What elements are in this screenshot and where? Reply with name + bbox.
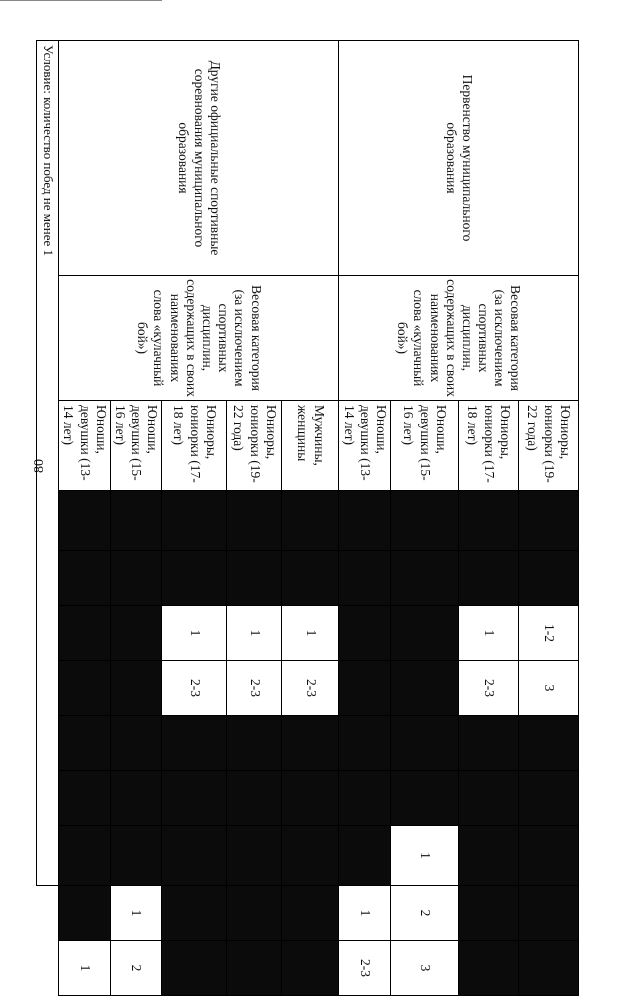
age-group-cell: Юниоры, юниорки (17-18 лет) (162, 401, 227, 491)
shaded-cell (162, 716, 227, 771)
shaded-cell (391, 771, 459, 826)
age-group-cell: Юноши, девушки (13-14 лет) (339, 401, 391, 491)
place-cell: 1 (110, 886, 162, 941)
shaded-cell (110, 826, 162, 886)
shaded-cell (227, 551, 282, 606)
shaded-cell (110, 716, 162, 771)
shaded-cell (519, 551, 579, 606)
age-group-cell: Юноши, девушки (15-16 лет) (391, 401, 459, 491)
shaded-cell (59, 551, 111, 606)
shaded-cell (282, 886, 339, 941)
shaded-cell (282, 716, 339, 771)
place-cell: 2 (110, 941, 162, 996)
shaded-cell (459, 491, 519, 551)
shaded-cell (110, 491, 162, 551)
condition-row (37, 41, 59, 996)
shaded-cell (110, 771, 162, 826)
discipline-cell: Весовая категория (за исключением спортивных дисциплин, содержащих в своих наименованиях слова «кулачный бой») (339, 276, 579, 401)
shaded-cell (339, 771, 391, 826)
shaded-cell (110, 551, 162, 606)
place-cell: 2-3 (282, 661, 339, 716)
shaded-cell (459, 551, 519, 606)
shaded-cell (162, 491, 227, 551)
place-cell: 3 (391, 941, 459, 996)
shaded-cell (227, 826, 282, 886)
place-cell: 1 (59, 941, 111, 996)
age-group-cell: Юниоры, юниорки (19-22 года) (519, 401, 579, 491)
shaded-cell (59, 716, 111, 771)
place-cell: 2-3 (459, 661, 519, 716)
event-name-cell: Первенство муниципального образования (339, 41, 579, 276)
page-number: 80 (32, 459, 47, 473)
discipline-cell: Весовая категория (за исключением спортивных дисциплин, содержащих в своих наименованиях слова «кулачный бой») (59, 276, 339, 401)
shaded-cell (162, 886, 227, 941)
place-cell: 2 (391, 886, 459, 941)
shaded-cell (227, 491, 282, 551)
shaded-cell (110, 606, 162, 661)
place-cell: 1 (339, 886, 391, 941)
age-group-cell: Юниоры, юниорки (19-22 года) (227, 401, 282, 491)
shaded-cell (459, 771, 519, 826)
shaded-cell (339, 716, 391, 771)
table-row (519, 41, 579, 996)
shaded-cell (339, 661, 391, 716)
place-cell: 1 (459, 606, 519, 661)
age-group-cell: Юноши, девушки (15-16 лет) (110, 401, 162, 491)
place-cell: 1 (227, 606, 282, 661)
shaded-cell (282, 826, 339, 886)
shaded-cell (227, 716, 282, 771)
shaded-cell (459, 826, 519, 886)
shaded-cell (459, 886, 519, 941)
shaded-cell (59, 826, 111, 886)
event-name-cell: Другие официальные спортивные соревнования муниципального образования (59, 41, 339, 276)
age-group-cell: Мужчины, женщины (282, 401, 339, 491)
shaded-cell (227, 886, 282, 941)
place-cell: 2-3 (227, 661, 282, 716)
shaded-cell (282, 771, 339, 826)
condition-note: Условие: количество побед не менее 1 (37, 41, 59, 886)
sports-ranking-table (36, 40, 579, 996)
place-cell: 1 (162, 606, 227, 661)
shaded-cell (282, 551, 339, 606)
shaded-cell (339, 826, 391, 886)
shaded-cell (59, 491, 111, 551)
shaded-cell (339, 491, 391, 551)
shaded-cell (519, 491, 579, 551)
shaded-cell (282, 941, 339, 996)
shaded-cell (339, 606, 391, 661)
shaded-cell (59, 606, 111, 661)
place-cell: 1 (391, 826, 459, 886)
place-cell: 1 (282, 606, 339, 661)
shaded-cell (459, 716, 519, 771)
shaded-cell (59, 771, 111, 826)
shaded-cell (227, 941, 282, 996)
shaded-cell (391, 661, 459, 716)
shaded-cell (59, 661, 111, 716)
shaded-cell (59, 886, 111, 941)
shaded-cell (391, 606, 459, 661)
shaded-cell (459, 941, 519, 996)
table-body (37, 41, 579, 996)
table-row (282, 41, 339, 996)
shaded-cell (519, 826, 579, 886)
shaded-cell (391, 716, 459, 771)
shaded-cell (227, 771, 282, 826)
place-cell: 1-2 (519, 606, 579, 661)
age-group-cell: Юноши, девушки (13-14 лет) (59, 401, 111, 491)
shaded-cell (391, 551, 459, 606)
shaded-cell (162, 826, 227, 886)
top-rule (0, 0, 162, 1)
shaded-cell (162, 771, 227, 826)
shaded-cell (162, 941, 227, 996)
shaded-cell (519, 886, 579, 941)
rotated-table-container (40, 40, 579, 977)
age-group-cell: Юниоры, юниорки (17-18 лет) (459, 401, 519, 491)
place-cell: 2-3 (162, 661, 227, 716)
place-cell: 3 (519, 661, 579, 716)
shaded-cell (339, 551, 391, 606)
shaded-cell (282, 491, 339, 551)
shaded-cell (519, 716, 579, 771)
place-cell: 2-3 (339, 941, 391, 996)
shaded-cell (519, 941, 579, 996)
shaded-cell (110, 661, 162, 716)
shaded-cell (162, 551, 227, 606)
shaded-cell (519, 771, 579, 826)
shaded-cell (391, 491, 459, 551)
